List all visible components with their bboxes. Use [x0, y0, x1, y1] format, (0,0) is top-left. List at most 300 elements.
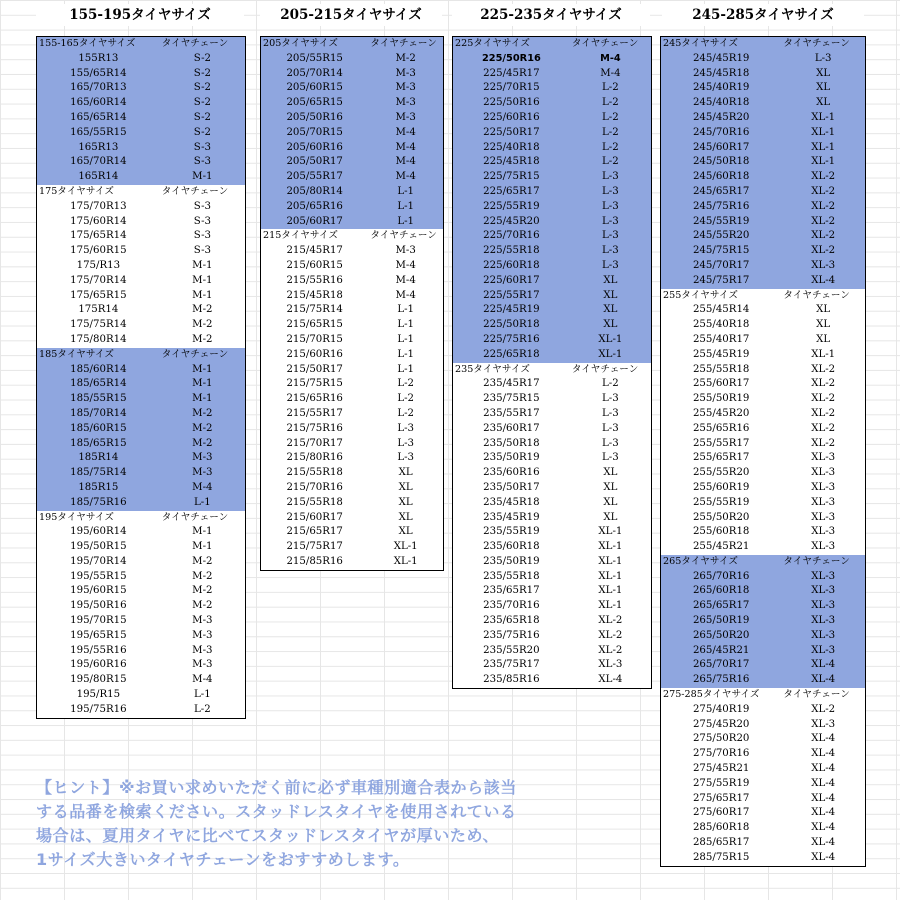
tire-size-cell: 275/60R17	[692, 807, 750, 819]
table-row	[453, 555, 651, 570]
chain-size-cell: XL-2	[811, 437, 836, 449]
table-row	[661, 584, 865, 599]
tire-size-cell: 195/60R16	[70, 659, 127, 671]
tire-size-cell: 225/45R19	[483, 304, 540, 316]
section-title: 265タイヤサイズ	[663, 555, 738, 567]
table-row	[453, 673, 651, 688]
chain-size-cell: M-3	[192, 629, 213, 641]
section-header-row	[37, 511, 245, 526]
table-row	[37, 229, 245, 244]
chain-size-cell: L-1	[194, 689, 211, 701]
chain-size-cell: XL	[816, 97, 831, 109]
tire-size-cell: 235/60R17	[483, 422, 540, 434]
table-row	[261, 466, 443, 481]
table-row	[37, 81, 245, 96]
chain-size-cell: XL-1	[811, 141, 836, 153]
tire-size-cell: 225/50R16	[483, 97, 540, 109]
tire-size-cell: 225/45R20	[483, 215, 540, 227]
size-table-155-195	[36, 36, 246, 719]
chain-size-cell: XL	[816, 82, 831, 94]
tire-size-cell: 195/70R15	[70, 615, 127, 627]
section-header-row	[453, 363, 651, 378]
table-row	[453, 52, 651, 67]
tire-size-cell: 255/45R19	[692, 348, 750, 360]
chain-size-cell: XL-1	[393, 541, 418, 553]
chain-size-cell: M-1	[192, 274, 213, 286]
table-row	[661, 229, 865, 244]
tire-size-cell: 185/65R15	[70, 437, 127, 449]
tire-size-cell: 235/55R19	[483, 526, 540, 538]
table-row	[261, 126, 443, 141]
chain-size-cell: XL-2	[598, 644, 623, 656]
tire-size-cell: 225/55R19	[483, 200, 540, 212]
chain-size-cell: L-2	[602, 97, 619, 109]
table-row	[661, 407, 865, 422]
chain-size-cell: XL-4	[811, 674, 836, 686]
chain-size-cell: L-2	[602, 126, 619, 138]
tire-size-cell: 175/65R15	[70, 289, 127, 301]
tire-size-cell: 245/75R17	[692, 274, 750, 286]
table-row	[661, 644, 865, 659]
section-title: 245タイヤサイズ	[663, 38, 738, 49]
tire-size-cell: 225/55R17	[483, 289, 540, 301]
table-row	[453, 629, 651, 644]
tire-size-cell: 265/70R16	[692, 570, 750, 582]
table-row	[261, 348, 443, 363]
tire-size-cell: 215/70R17	[286, 437, 343, 449]
tire-size-cell: 195/R15	[76, 689, 121, 701]
tire-size-cell: 235/55R20	[483, 644, 540, 656]
chain-column-label: タイヤチェーン	[161, 185, 229, 197]
chain-size-cell: L-3	[397, 452, 415, 464]
chain-size-cell: L-3	[602, 437, 619, 449]
tire-size-cell: 215/45R17	[286, 245, 343, 257]
tire-size-cell: 255/45R20	[692, 407, 750, 419]
tire-size-section	[453, 363, 651, 689]
table-row	[453, 481, 651, 496]
table-row	[261, 67, 443, 82]
chain-size-cell: M-4	[395, 259, 416, 271]
table-row	[453, 451, 651, 466]
table-row	[37, 496, 245, 511]
table-row	[661, 303, 865, 318]
section-title: 185タイヤサイズ	[39, 348, 114, 360]
column-header-205-215: 205-215タイヤサイズ	[260, 4, 442, 26]
tire-size-cell: 215/60R17	[286, 511, 343, 523]
chain-size-cell: L-3	[602, 245, 619, 257]
table-row	[453, 333, 651, 348]
chain-size-cell: XL-3	[811, 481, 836, 493]
chain-size-cell: L-1	[397, 319, 415, 331]
column-header-155-195: 155-195タイヤサイズ	[36, 4, 244, 26]
table-row	[453, 318, 651, 333]
chain-size-cell: L-2	[397, 393, 415, 405]
table-row	[261, 496, 443, 511]
chain-size-cell: M-1	[192, 541, 213, 553]
table-row	[37, 318, 245, 333]
chain-size-cell: XL-2	[811, 378, 836, 390]
tire-size-section	[37, 348, 245, 511]
chain-size-cell: XL-3	[598, 659, 623, 671]
chain-size-cell: XL-4	[811, 851, 836, 863]
tire-size-cell: 265/60R18	[692, 585, 750, 597]
chain-size-cell: XL	[603, 304, 618, 316]
chain-size-cell: L-3	[602, 215, 619, 227]
tire-size-cell: 165R14	[78, 171, 119, 183]
chain-size-cell: XL-1	[598, 541, 623, 553]
table-row	[661, 200, 865, 215]
tire-size-cell: 255/60R17	[692, 378, 750, 390]
table-row	[37, 481, 245, 496]
tire-size-cell: 175/75R14	[70, 319, 127, 331]
chain-size-cell: S-3	[193, 230, 211, 242]
chain-size-cell: S-3	[193, 245, 211, 257]
tire-size-cell: 185/75R16	[70, 496, 127, 508]
tire-size-cell: 185/75R14	[70, 467, 127, 479]
table-row	[453, 392, 651, 407]
tire-size-cell: 165/65R14	[70, 111, 127, 123]
chain-size-cell: L-3	[602, 171, 619, 183]
chain-size-cell: L-1	[397, 363, 415, 375]
table-row	[661, 570, 865, 585]
table-row	[453, 614, 651, 629]
chain-size-cell: XL-2	[811, 407, 836, 419]
table-row	[261, 377, 443, 392]
section-header-row	[453, 37, 651, 52]
table-row	[661, 466, 865, 481]
tire-size-cell: 215/60R15	[286, 259, 343, 271]
chain-size-cell: S-2	[193, 67, 211, 79]
table-row	[37, 555, 245, 570]
chain-size-cell: XL-2	[811, 185, 836, 197]
tire-size-cell: 175/R13	[76, 259, 121, 271]
chain-size-cell: XL-3	[811, 496, 836, 508]
chain-size-cell: L-2	[194, 703, 211, 715]
chain-size-cell: XL	[603, 289, 618, 301]
table-row	[661, 215, 865, 230]
chain-size-cell: XL	[398, 526, 413, 538]
chain-size-cell: XL	[816, 319, 831, 331]
table-row	[37, 244, 245, 259]
table-row	[661, 481, 865, 496]
tire-size-cell: 225/75R15	[483, 171, 540, 183]
section-title: 175タイヤサイズ	[39, 185, 114, 197]
chain-size-cell: S-2	[193, 111, 211, 123]
table-row	[453, 599, 651, 614]
tire-size-cell: 205/65R16	[286, 200, 343, 212]
chain-size-cell: XL-3	[811, 452, 836, 464]
chain-size-cell: S-3	[193, 200, 211, 212]
section-header-row	[37, 185, 245, 200]
tire-size-cell: 215/45R18	[286, 289, 343, 301]
tire-size-section	[261, 229, 443, 569]
chain-size-cell: XL-1	[598, 333, 623, 345]
chain-size-cell: XL-4	[811, 777, 836, 789]
chain-size-cell: XL-4	[811, 659, 836, 671]
table-row	[453, 658, 651, 673]
tire-size-cell: 175/60R14	[70, 215, 127, 227]
chain-size-cell: XL-1	[598, 555, 623, 567]
chain-size-cell: L-2	[397, 407, 415, 419]
chain-size-cell: XL	[603, 496, 618, 508]
chain-size-cell: L-1	[397, 333, 415, 345]
table-row	[661, 762, 865, 777]
chain-size-cell: L-3	[602, 452, 619, 464]
chain-size-cell: M-3	[192, 615, 213, 627]
chain-size-cell: M-4	[192, 481, 213, 493]
chain-size-cell: XL-1	[811, 126, 836, 138]
tire-size-cell: 265/70R17	[692, 659, 750, 671]
chain-size-cell: XL-2	[811, 245, 836, 257]
tire-size-cell: 195/75R16	[70, 703, 127, 715]
table-row	[37, 377, 245, 392]
section-title: 155-165タイヤサイズ	[39, 38, 136, 49]
table-row	[661, 511, 865, 526]
tire-size-cell: 285/60R18	[692, 822, 750, 834]
table-row	[37, 333, 245, 348]
tire-size-cell: 205/50R16	[286, 111, 343, 123]
chain-size-cell: M-3	[192, 644, 213, 656]
size-table-205-215	[260, 36, 444, 571]
table-row	[661, 67, 865, 82]
chain-column-label: タイヤチェーン	[783, 289, 850, 301]
chain-column-label: タイヤチェーン	[161, 511, 229, 523]
tire-size-cell: 245/60R17	[692, 141, 750, 153]
chain-size-cell: L-2	[602, 156, 619, 168]
tire-size-cell: 195/65R15	[70, 629, 127, 641]
table-row	[37, 111, 245, 126]
section-header-row	[661, 37, 865, 52]
table-row	[661, 348, 865, 363]
tire-size-cell: 255/40R17	[692, 333, 750, 345]
chain-size-cell: M-3	[395, 67, 416, 79]
chain-size-cell: XL	[398, 481, 413, 493]
table-row	[661, 703, 865, 718]
chain-size-cell: L-1	[397, 304, 415, 316]
table-row	[261, 525, 443, 540]
tire-size-cell: 245/75R16	[692, 200, 750, 212]
tire-size-cell: 195/50R15	[70, 541, 127, 553]
table-row	[661, 126, 865, 141]
chain-size-cell: S-3	[193, 156, 211, 168]
table-row	[261, 81, 443, 96]
table-row	[453, 407, 651, 422]
chain-size-cell: S-3	[193, 141, 211, 153]
chain-size-cell: L-3	[814, 52, 832, 64]
table-row	[453, 200, 651, 215]
table-row	[37, 422, 245, 437]
chain-size-cell: M-2	[192, 600, 213, 612]
table-row	[661, 377, 865, 392]
table-row	[453, 584, 651, 599]
chain-size-cell: XL	[603, 319, 618, 331]
tire-size-cell: 285/65R17	[692, 837, 750, 849]
table-row	[261, 155, 443, 170]
chain-size-cell: XL-4	[811, 837, 836, 849]
table-row	[261, 422, 443, 437]
table-row	[261, 437, 443, 452]
table-row	[37, 614, 245, 629]
table-row	[453, 422, 651, 437]
chain-size-cell: XL-4	[811, 733, 836, 745]
table-row	[261, 200, 443, 215]
table-row	[453, 289, 651, 304]
table-row	[261, 363, 443, 378]
chain-size-cell: M-2	[192, 437, 213, 449]
tire-size-cell: 185/65R14	[70, 378, 127, 390]
chain-size-cell: M-2	[192, 407, 213, 419]
tire-size-cell: 215/70R16	[286, 481, 343, 493]
hint-line: する品番を検索ください。スタッドレスタイヤを使用されている	[36, 802, 517, 821]
chain-size-cell: M-3	[395, 82, 416, 94]
chain-size-cell: XL-4	[598, 674, 623, 686]
chain-size-cell: XL-1	[598, 348, 623, 360]
chain-size-cell: L-1	[397, 200, 415, 212]
chain-size-cell: XL-2	[811, 422, 836, 434]
chain-column-label: タイヤチェーン	[783, 555, 850, 567]
tire-size-cell: 165/70R13	[70, 82, 127, 94]
table-row	[261, 141, 443, 156]
tire-size-cell: 215/85R16	[286, 555, 343, 567]
tire-size-cell: 245/60R18	[692, 171, 750, 183]
chain-size-cell: L-3	[602, 185, 619, 197]
chain-size-cell: S-3	[193, 215, 211, 227]
table-row	[37, 392, 245, 407]
chain-size-cell: XL	[816, 67, 831, 79]
table-row	[661, 155, 865, 170]
table-row	[37, 52, 245, 67]
table-row	[453, 111, 651, 126]
table-row	[661, 718, 865, 733]
chain-column-label: タイヤチェーン	[783, 689, 850, 701]
tire-size-cell: 195/60R15	[70, 585, 127, 597]
section-title: 225タイヤサイズ	[455, 38, 530, 49]
tire-size-cell: 215/60R16	[286, 348, 343, 360]
tire-size-cell: 205/65R15	[286, 97, 343, 109]
table-row	[453, 348, 651, 363]
chain-size-cell: M-3	[192, 452, 213, 464]
table-row	[37, 673, 245, 688]
tire-size-cell: 225/45R18	[483, 156, 540, 168]
table-row	[37, 141, 245, 156]
tire-size-cell: 255/55R18	[692, 363, 750, 375]
chain-size-cell: M-4	[395, 274, 416, 286]
table-row	[261, 303, 443, 318]
tire-size-cell: 185/55R15	[70, 393, 127, 405]
table-row	[37, 126, 245, 141]
table-row	[453, 96, 651, 111]
chain-size-cell: XL-4	[811, 748, 836, 760]
tire-size-cell: 205/55R17	[286, 171, 343, 183]
tire-size-cell: 195/70R14	[70, 555, 127, 567]
chain-column-label: タイヤチェーン	[161, 38, 229, 49]
table-row	[261, 215, 443, 230]
tire-size-cell: 195/50R16	[70, 600, 127, 612]
table-row	[661, 333, 865, 348]
tire-size-cell: 225/70R16	[483, 230, 540, 242]
tire-size-cell: 275/45R20	[692, 718, 750, 730]
chain-size-cell: XL-3	[811, 526, 836, 538]
chain-size-cell: XL-4	[811, 274, 836, 286]
chain-size-cell: XL-3	[811, 467, 836, 479]
table-row	[661, 658, 865, 673]
tire-size-cell: 225/75R16	[483, 333, 540, 345]
tire-size-cell: 205/70R15	[286, 126, 343, 138]
tire-size-cell: 155/65R14	[70, 67, 127, 79]
tire-size-cell: 185R14	[78, 452, 119, 464]
chain-size-cell: M-2	[395, 52, 416, 64]
hint-line: 【ヒント】※お買い求めいただく前に必ず車種別適合表から該当	[36, 778, 517, 797]
tire-size-cell: 245/70R17	[692, 259, 750, 271]
chain-column-label: タイヤチェーン	[370, 38, 437, 49]
tire-size-cell: 245/45R18	[692, 67, 750, 79]
chain-size-cell: M-1	[192, 171, 213, 183]
table-row	[261, 185, 443, 200]
tire-size-cell: 175/70R13	[70, 200, 127, 212]
chain-size-cell: M-2	[192, 333, 213, 345]
table-row	[661, 392, 865, 407]
chain-column-label: タイヤチェーン	[161, 348, 229, 360]
table-row	[453, 215, 651, 230]
tire-size-cell: 235/50R19	[483, 555, 540, 567]
table-row	[661, 451, 865, 466]
table-row	[37, 570, 245, 585]
section-title: 255タイヤサイズ	[663, 289, 738, 301]
tire-size-cell: 165/55R15	[70, 126, 127, 138]
chain-size-cell: M-3	[192, 659, 213, 671]
table-row	[661, 777, 865, 792]
tire-size-cell: 235/55R17	[483, 407, 540, 419]
tire-size-cell: 235/60R16	[483, 467, 540, 479]
tire-size-cell: 245/70R16	[692, 126, 750, 138]
tire-size-cell: 235/50R17	[483, 481, 540, 493]
table-row	[261, 407, 443, 422]
table-row	[261, 244, 443, 259]
table-row	[37, 215, 245, 230]
tire-size-cell: 225/60R18	[483, 259, 540, 271]
table-row	[661, 540, 865, 555]
chain-size-cell: M-1	[192, 289, 213, 301]
chain-size-cell: L-3	[602, 230, 619, 242]
chain-size-cell: L-2	[602, 141, 619, 153]
chain-size-cell: XL-3	[811, 615, 836, 627]
tire-size-cell: 275/55R19	[692, 777, 750, 789]
chain-size-cell: XL-2	[598, 629, 623, 641]
chain-size-cell: XL-3	[811, 629, 836, 641]
table-row	[661, 259, 865, 274]
table-row	[661, 673, 865, 688]
table-row	[37, 540, 245, 555]
table-row	[37, 437, 245, 452]
tire-size-section	[661, 289, 865, 555]
table-row	[261, 274, 443, 289]
hint-line: 場合は、夏用タイヤに比べてスタッドレスタイヤが厚いため、	[36, 826, 500, 845]
table-row	[661, 792, 865, 807]
table-row	[661, 363, 865, 378]
tire-size-section	[261, 37, 443, 229]
chain-size-cell: S-2	[193, 82, 211, 94]
tire-size-cell: 275/40R19	[692, 703, 750, 715]
chain-size-cell: M-1	[192, 259, 213, 271]
chain-size-cell: M-4	[192, 674, 213, 686]
tire-size-cell: 245/55R19	[692, 215, 750, 227]
table-row	[661, 274, 865, 289]
tire-size-section	[453, 37, 651, 363]
table-row	[37, 584, 245, 599]
section-header-row	[37, 348, 245, 363]
tire-size-cell: 245/45R20	[692, 111, 750, 123]
chain-size-cell: M-2	[192, 555, 213, 567]
